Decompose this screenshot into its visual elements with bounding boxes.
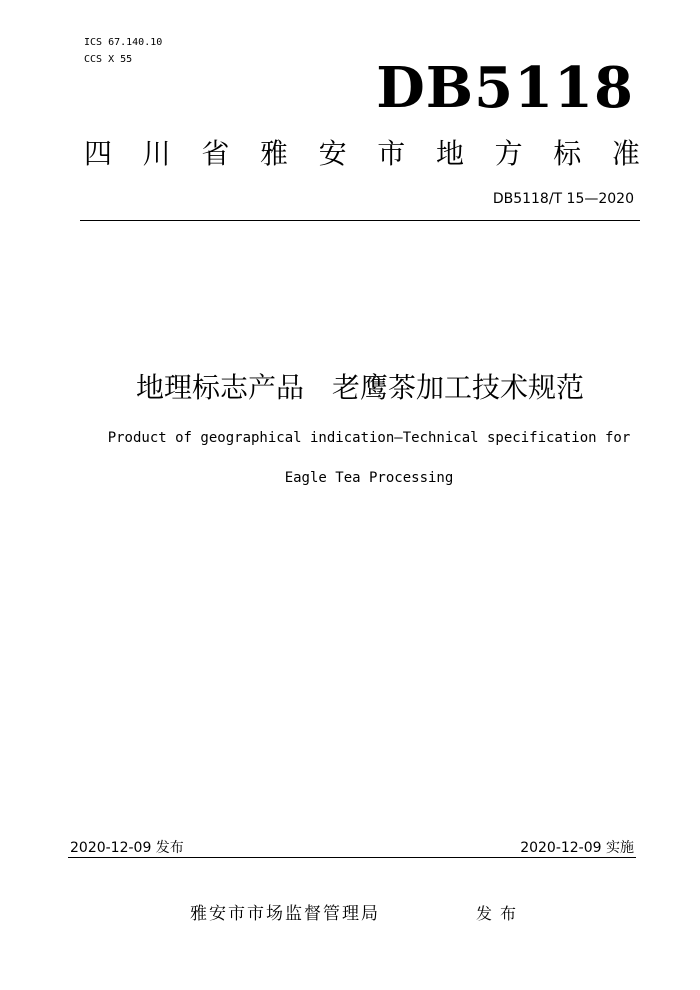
level-char: 省 bbox=[201, 137, 230, 170]
issued-label: 发布 bbox=[476, 904, 525, 923]
title-english-line2: Eagle Tea Processing bbox=[284, 470, 454, 486]
implement-date: 2020-12-09 实施 bbox=[520, 840, 634, 856]
standard-code: DB5118 bbox=[376, 55, 634, 121]
level-char: 安 bbox=[318, 137, 347, 170]
standard-level bbox=[84, 136, 640, 172]
level-char: 地 bbox=[435, 137, 464, 170]
level-char: 标 bbox=[553, 137, 582, 170]
header-divider bbox=[80, 220, 640, 221]
level-char: 市 bbox=[377, 137, 406, 170]
level-char: 四 bbox=[84, 137, 113, 170]
title-chinese: 地理标志产品 老鹰茶加工技术规范 bbox=[135, 371, 584, 404]
level-char: 方 bbox=[494, 137, 523, 170]
standard-number: DB5118/T 15—2020 bbox=[492, 191, 634, 207]
footer-divider bbox=[68, 857, 636, 858]
level-char: 准 bbox=[611, 137, 640, 170]
issuing-authority: 雅安市市场监督管理局 bbox=[190, 904, 380, 924]
ics-code: ICS 67.140.10 bbox=[84, 37, 163, 48]
publish-date: 2020-12-09 发布 bbox=[70, 840, 184, 856]
ccs-code: CCS X 55 bbox=[84, 54, 133, 65]
level-char: 川 bbox=[142, 137, 171, 170]
title-english-line1: Product of geographical indication—Technical specification for bbox=[107, 430, 631, 446]
level-char: 雅 bbox=[259, 137, 288, 170]
